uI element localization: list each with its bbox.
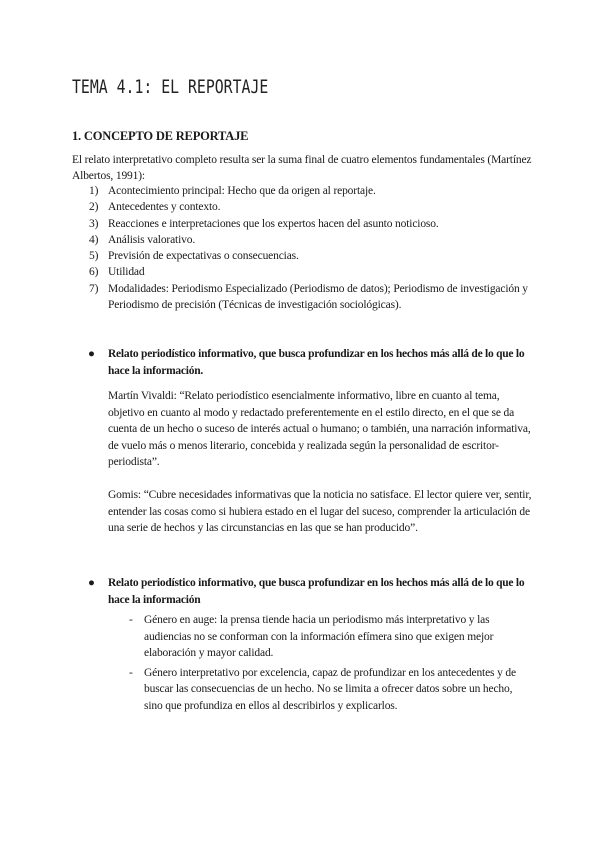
list-item [72,232,532,248]
list-item [72,612,532,662]
bullet-heading [72,575,532,609]
list-item [72,216,532,232]
list-item-text: Previsión de expectativas o consecuencias. [108,250,299,263]
bullet-heading [72,346,532,380]
bullet-heading-text: Relato periodístico informativo, que busca profundizar en los hechos más allá de lo que lo hace la información. [108,348,525,377]
list-item-text: Antecedentes y contexto. [108,201,221,214]
dash-icon: - [129,666,133,679]
document-title: TEMA 4.1: EL REPORTAJE [72,76,269,98]
elements-list [72,183,532,313]
list-item-text: Género en auge: la prensa tiende hacia un periodismo más interpretativo y las audiencias no se conforman con la información efímera sino que exigen mejor elaboración y mayor calidad. [144,614,494,660]
list-item [72,248,532,264]
list-number: 4) [89,233,99,246]
vivaldi-quote: Martín Vivaldi: “Relato periodístico esencialmente informativo, libre en cuanto al tema, objetivo en cuanto al modo y redactado preferentemente en el estilo directo, en el que se da cuenta de un hecho o suceso de interés actual o humano; o también, una narración informativa, de vuelo más o menos literario, concebida y realizada según la personalidad de escritor- periodista”. [108,390,531,469]
list-number: 6) [89,266,99,279]
list-item-text: Utilidad [108,266,145,279]
list-item-text: Reacciones e interpretaciones que los expertos hacen del asunto noticioso. [108,217,439,230]
list-number: 2) [89,201,99,214]
list-item [72,183,532,199]
dash-icon: - [129,614,133,626]
list-number: 1) [89,185,99,197]
bullet-section-characteristics [72,575,532,715]
list-number: 3) [89,217,99,230]
list-item [72,665,532,715]
bullet-heading-text: Relato periodístico informativo, que busca profundizar en los hechos más allá de lo que lo hace la información [108,577,525,606]
list-item [72,199,532,215]
list-item-text: Género interpretativo por excelencia, capaz de profundizar en los antecedentes y de buscar las consecuencias de un hecho. No se limita a ofrecer datos sobre un hecho, sino que profundiza en ellos al describirlos y explicarlos. [144,666,516,712]
list-item-text: Acontecimiento principal: Hecho que da origen al reportaje. [108,185,376,197]
bullet-icon: ● [88,577,95,589]
list-item [72,264,532,280]
list-item [72,281,532,314]
list-item-text: Análisis valorativo. [108,233,196,246]
list-number: 7) [89,282,99,295]
characteristics-list [72,612,532,715]
bullet-section-definition [72,346,532,537]
list-item-text: Modalidades: Periodismo Especializado (Periodismo de datos); Periodismo de investigación y Periodismo de precisión (Técnicas de investigación sociológicas). [108,282,528,312]
section-heading: 1. CONCEPTO DE REPORTAJE [72,129,249,143]
intro-paragraph: El relato interpretativo completo resulta ser la suma final de cuatro elementos fundamentales (Martínez Albertos, 1991): [72,154,532,182]
bullet-icon: ● [88,348,95,360]
list-number: 5) [89,250,99,263]
gomis-quote: Gomis: “Cubre necesidades informativas que la noticia no satisface. El lector quiere ver, sentir, entender las cosas como si hubiera estado en el lugar del suceso, comprender la articulación de una serie de hechos y las circunstancias en las que se han producido”. [108,488,532,535]
